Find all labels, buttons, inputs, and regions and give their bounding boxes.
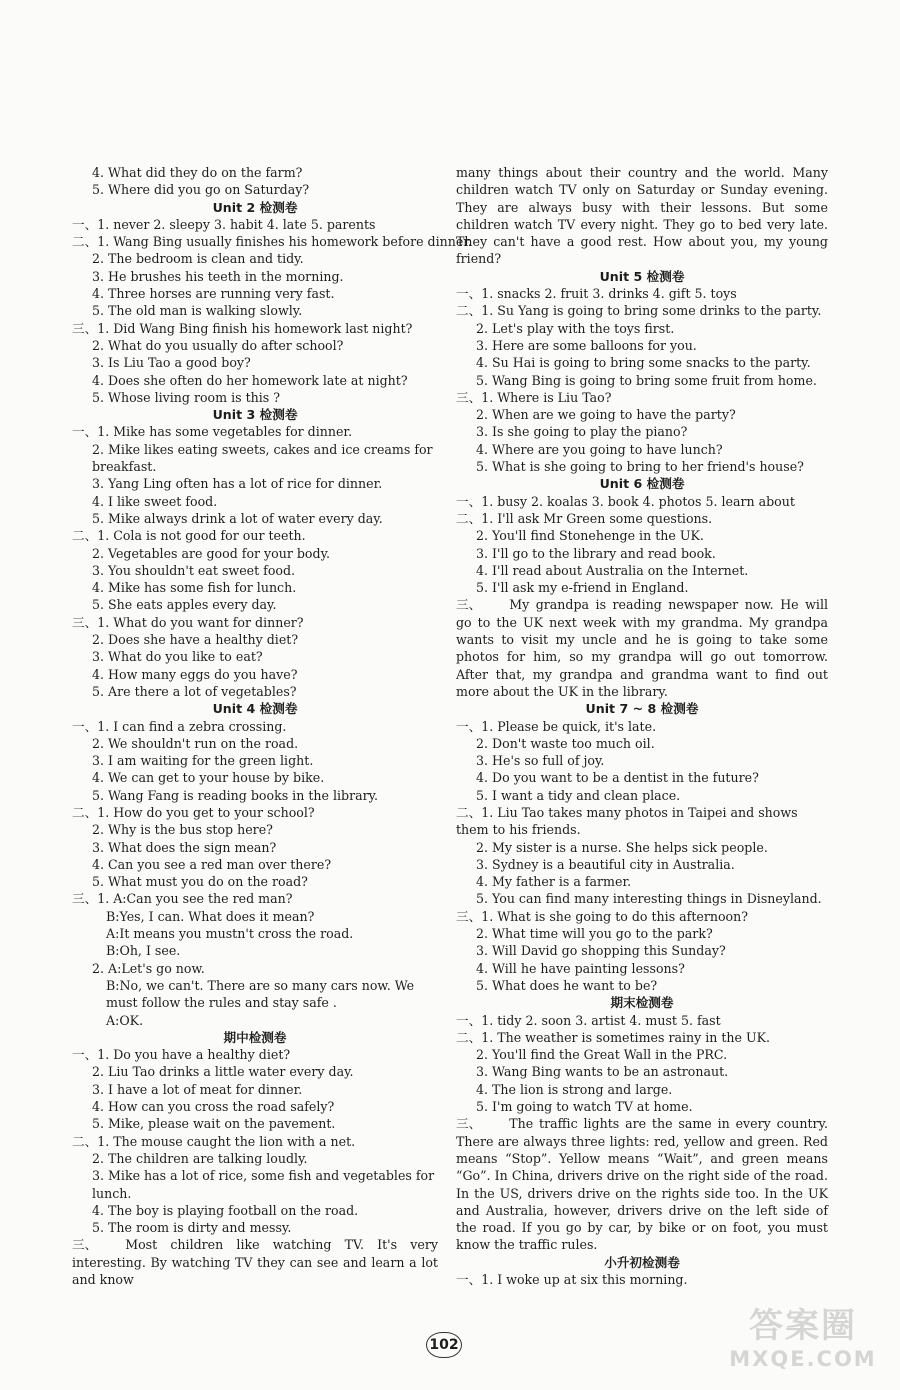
section-marker: 二、 [72,234,98,250]
answer-line [72,579,438,596]
answer-text: 4. Where are you going to have lunch? [476,441,723,457]
answer-line [72,1046,438,1063]
answer-line [72,648,438,665]
answer-line [72,562,438,579]
section-heading: Unit 3 检测卷 [212,407,298,423]
answer-line [456,320,828,337]
answer-line [72,856,438,873]
section-marker: 二、 [72,528,98,544]
answer-line [72,389,438,406]
answer-line [456,545,828,562]
answer-text: 2. When are we going to have the party? [476,407,736,423]
answer-paragraph [72,1236,438,1288]
answer-text: 2. Does she have a healthy diet? [92,632,299,648]
section-marker: 一、 [456,1012,482,1028]
section-marker: 一、 [72,1047,98,1063]
section-marker: 一、 [456,286,482,302]
page-number: 102 [426,1332,462,1358]
answer-line [72,1115,438,1132]
answer-text: The traffic lights are the same in every country. There are always three lights: red, yellow and green. Red means “Stop”. Yellow means “Wait”, and green means “Go”. In China, drivers drive on the right side of the road. In the US, drivers drive on the rights side too. In the UK and Australia, however, drivers drive on the left side of the road. If you go by car, by bike or on foot, you must know the traffic rules. [456,1116,828,1253]
answer-text: 2. You'll find Stonehenge in the UK. [476,528,704,544]
answer-text: 1. Su Yang is going to bring some drinks to the party. [481,303,822,319]
answer-text: 1. Liu Tao takes many photos in Taipei and shows them to his friends. [456,804,798,838]
answer-line [72,804,438,821]
answer-paragraph [456,164,828,268]
answer-line [456,372,828,389]
answer-line [72,510,438,527]
answer-text: 1. I'll ask Mr Green some questions. [481,510,713,526]
answer-text: Most children like watching TV. It's very interesting. By watching TV they can see and learn a lot and know [72,1237,438,1287]
answer-line [72,441,438,476]
answer-line [456,337,828,354]
section-marker: 二、 [456,804,482,820]
answer-line [72,493,438,510]
section-marker: 三、 [456,908,482,924]
section-marker: 一、 [72,424,98,440]
answer-text: 4. How can you cross the road safely? [92,1099,335,1115]
answer-text: 2. Mike likes eating sweets, cakes and ice creams for breakfast. [92,441,433,475]
answer-line [456,977,828,994]
answer-line [72,873,438,890]
answer-line [72,320,438,337]
section-marker: 一、 [72,216,98,232]
answer-text: 1. busy 2. koalas 3. book 4. photos 5. learn about [481,493,795,509]
answer-text: 1. What is she going to do this afternoon? [481,908,749,924]
answer-text: 5. What is she going to bring to her friend's house? [476,459,804,475]
answer-line [72,769,438,786]
answer-text: 1. Cola is not good for our teeth. [97,528,306,544]
answer-text: 2. The bedroom is clean and tidy. [92,251,304,267]
right-column [456,164,828,1288]
answer-text: 3. I'll go to the library and read book. [476,545,716,561]
answer-text: 2. You'll find the Great Wall in the PRC. [476,1047,728,1063]
answer-line [456,458,828,475]
section-marker: 二、 [72,1133,98,1149]
answer-text: 1. Wang Bing usually finishes his homework before dinner. [97,234,472,250]
answer-text: A:It means you mustn't cross the road. [106,926,354,942]
answer-text: 3. Here are some balloons for you. [476,337,697,353]
answer-line [456,925,828,942]
answer-line [72,752,438,769]
answer-line [456,441,828,458]
answer-line [72,666,438,683]
answer-text: 1. Where is Liu Tao? [481,389,612,405]
answer-line [456,285,828,302]
section-heading: Unit 4 检测卷 [212,701,298,717]
answer-text: 4. Su Hai is going to bring some snacks to the party. [476,355,811,371]
answer-text: 1. What do you want for dinner? [97,614,304,630]
answer-text: many things about their country and the world. Many children watch TV only on Saturday or Sunday evening. They are always busy with their lessons. But some children watch TV every night. They go to bed very late. They can't have a good rest. How about you, my young friend? [456,165,828,267]
answer-line [456,752,828,769]
answer-text: 3. What do you like to eat? [92,649,263,665]
answer-line [72,821,438,838]
answer-text: 4. Can you see a red man over there? [92,856,332,872]
section-heading: 期中检测卷 [223,1029,287,1045]
answer-text: 5. Where did you go on Saturday? [92,182,310,198]
answer-line [72,354,438,371]
answer-text: 2. We shouldn't run on the road. [92,735,299,751]
answer-text: 4. Do you want to be a dentist in the future? [476,770,759,786]
answer-line [72,735,438,752]
answer-line [72,683,438,700]
answer-text: 5. Mike, please wait on the pavement. [92,1116,336,1132]
answer-text: 3. Will David go shopping this Sunday? [476,943,726,959]
left-column [72,164,472,1288]
answer-line [72,285,438,302]
answer-text: 2. My sister is a nurse. She helps sick people. [476,839,768,855]
answer-line [72,1219,438,1236]
answer-text: 4. The lion is strong and large. [476,1081,673,1097]
section-marker: 一、 [456,1272,482,1287]
answer-line [456,1098,828,1115]
answer-text: 4. Does she often do her homework late at night? [92,372,408,388]
answer-line [72,1081,438,1098]
answer-text: B:Oh, I see. [106,943,181,959]
answer-line [456,423,828,440]
answer-text: B:Yes, I can. What does it mean? [106,908,315,924]
answer-line [456,1046,828,1063]
watermark-text: MXQE.COM [729,1347,877,1371]
answer-line [456,1081,828,1098]
section-marker: 二、 [456,303,482,319]
answer-text: A:OK. [106,1012,144,1028]
answer-text: 5. The room is dirty and messy. [92,1220,292,1236]
answer-line [456,856,828,873]
answer-line [72,302,438,319]
answer-line [72,181,438,198]
answer-text: 4. Three horses are running very fast. [92,286,335,302]
answer-line [72,1167,438,1202]
answer-line [456,804,828,839]
answer-line [456,718,828,735]
answer-text: 1. tidy 2. soon 3. artist 4. must 5. fast [481,1012,721,1028]
answer-text: 2. The children are talking loudly. [92,1150,308,1166]
section-marker: 二、 [456,1029,482,1045]
answer-line [456,873,828,890]
answer-line [456,562,828,579]
answer-text: 3. Is she going to play the piano? [476,424,688,440]
answer-text: 4. Mike has some fish for lunch. [92,580,297,596]
answer-line [72,216,438,233]
answer-text: 5. Wang Fang is reading books in the library. [92,787,379,803]
watermark [718,1298,888,1380]
answer-line [456,493,828,510]
answer-line [72,839,438,856]
answer-line [456,302,828,319]
answer-text: B:No, we can't. There are so many cars now. We must follow the rules and stay safe . [106,977,415,1011]
section-heading: 期末检测卷 [610,995,674,1011]
answer-line [72,631,438,648]
answer-line [456,406,828,423]
answer-text: My grandpa is reading newspaper now. He will go to the UK next week with my grandma. My grandpa wants to visit my uncle and he is going to take some photos for him, so my grandpa will go out tomorrow. After that, my grandpa and grandma want to find out more about the UK in the library. [456,597,828,699]
answer-text: 1. Do you have a healthy diet? [97,1047,291,1063]
answer-text: 3. He's so full of joy. [476,753,605,769]
section-heading: Unit 6 检测卷 [599,476,685,492]
answer-text: 4. The boy is playing football on the road. [92,1202,359,1218]
answer-line [456,510,828,527]
answer-text: 1. snacks 2. fruit 3. drinks 4. gift 5. toys [481,286,737,302]
answer-paragraph [456,1115,828,1253]
answer-line [72,372,438,389]
section-marker: 二、 [72,804,98,820]
answer-text: 2. Why is the bus stop here? [92,822,273,838]
answer-text: 5. Wang Bing is going to bring some fruit from home. [476,372,817,388]
answer-text: 1. How do you get to your school? [97,804,315,820]
answer-line [72,960,438,977]
answer-text: 3. I am waiting for the green light. [92,753,314,769]
answer-line [456,1271,828,1288]
answer-text: 4. I like sweet food. [92,493,218,509]
answer-line [72,787,438,804]
answer-line [72,925,438,942]
answer-text: 5. What must you do on the road? [92,874,308,890]
watermark-logo: 答案圈 [749,1306,857,1346]
answer-text: 4. Will he have painting lessons? [476,960,685,976]
answer-text: 1. I woke up at six this morning. [481,1272,688,1287]
answer-line [72,268,438,285]
answer-line [72,1063,438,1080]
section-marker: 三、 [72,891,98,907]
answer-text: 5. I'll ask my e-friend in England. [476,580,689,596]
answer-text: 4. My father is a farmer. [476,874,632,890]
answer-line [72,718,438,735]
answer-text: 3. Mike has a lot of rice, some fish and vegetables for lunch. [92,1168,435,1201]
answer-line [456,527,828,544]
section-heading: 小升初检测卷 [604,1254,680,1270]
answer-line [456,839,828,856]
answer-text: 2. Liu Tao drinks a little water every day. [92,1064,354,1080]
answer-line [72,908,438,925]
answer-line [456,908,828,925]
answer-text: 3. Sydney is a beautiful city in Australia. [476,856,735,872]
answer-line [456,787,828,804]
answer-line [72,1202,438,1219]
answer-text: 2. Don't waste too much oil. [476,735,655,751]
answer-line [456,769,828,786]
answer-text: 2. What do you usually do after school? [92,337,344,353]
answer-line [72,545,438,562]
answer-text: 2. A:Let's go now. [92,960,205,976]
section-marker: 二、 [456,510,482,526]
answer-line [72,942,438,959]
answer-line [72,614,438,631]
answer-text: 5. Whose living room is this ? [92,389,280,405]
answer-line [72,527,438,544]
section-marker: 三、 [72,614,98,630]
answer-text: 5. What does he want to be? [476,977,658,993]
answer-line [72,475,438,492]
answer-line [456,942,828,959]
answer-line [456,1063,828,1080]
answer-line [456,1029,828,1046]
answer-text: 3. He brushes his teeth in the morning. [92,268,344,284]
answer-text: 5. I'm going to watch TV at home. [476,1099,693,1115]
answer-text: 5. You can find many interesting things in Disneyland. [476,891,822,907]
answer-text: 3. Yang Ling often has a lot of rice for dinner. [92,476,383,492]
answer-line [456,1012,828,1029]
section-marker: 三、 [72,320,98,336]
answer-line [72,164,438,181]
answer-line [72,1133,438,1150]
answer-text: 4. How many eggs do you have? [92,666,298,682]
answer-text: 2. What time will you go to the park? [476,926,713,942]
answer-text: 4. We can get to your house by bike. [92,770,325,786]
answer-text: 3. Is Liu Tao a good boy? [92,355,251,371]
section-marker: 三、 [456,1116,482,1132]
answer-text: 5. Are there a lot of vegetables? [92,683,297,699]
answer-text: 1. The mouse caught the lion with a net. [97,1133,356,1149]
answer-text: 3. I have a lot of meat for dinner. [92,1081,303,1097]
section-marker: 三、 [456,597,482,613]
answer-line [72,233,472,250]
answer-line [456,735,828,752]
answer-text: 4. I'll read about Australia on the Internet. [476,562,749,578]
answer-text: 1. I can find a zebra crossing. [97,718,287,734]
section-marker: 一、 [456,718,482,734]
section-marker: 一、 [72,718,98,734]
answer-line [456,579,828,596]
answer-text: 1. Please be quick, it's late. [481,718,657,734]
answer-line [456,389,828,406]
answer-line [72,337,438,354]
answer-text: 1. Did Wang Bing finish his homework last night? [97,320,413,336]
answer-line [72,250,438,267]
answer-line [72,977,438,1012]
answer-paragraph [456,596,828,700]
answer-text: 1. A:Can you see the red man? [97,891,293,907]
answer-text: 2. Let's play with the toys first. [476,320,675,336]
answer-text: 1. never 2. sleepy 3. habit 4. late 5. parents [97,216,376,232]
answer-line [72,1150,438,1167]
answer-text: 1. The weather is sometimes rainy in the UK. [481,1029,771,1045]
answer-text: 5. She eats apples every day. [92,597,277,613]
answer-line [456,354,828,371]
answer-text: 5. I want a tidy and clean place. [476,787,681,803]
answer-text: 1. Mike has some vegetables for dinner. [97,424,353,440]
answer-text: 3. You shouldn't eat sweet food. [92,562,296,578]
answer-line [456,960,828,977]
section-heading: Unit 5 检测卷 [599,268,685,284]
section-heading: Unit 2 检测卷 [212,199,298,215]
answer-line [72,890,438,907]
section-marker: 三、 [72,1237,98,1253]
answer-line [72,1098,438,1115]
section-marker: 三、 [456,389,482,405]
section-heading: Unit 7 ~ 8 检测卷 [585,701,699,717]
answer-line [72,423,438,440]
answer-line [72,596,438,613]
answer-text: 5. The old man is walking slowly. [92,303,303,319]
answer-text: 2. Vegetables are good for your body. [92,545,331,561]
answer-line [456,890,828,907]
answer-line [72,1012,438,1029]
answer-text: 3. What does the sign mean? [92,839,277,855]
answer-text: 5. Mike always drink a lot of water every day. [92,510,383,526]
answer-text: 3. Wang Bing wants to be an astronaut. [476,1064,729,1080]
section-marker: 一、 [456,493,482,509]
answer-text: 4. What did they do on the farm? [92,165,303,180]
